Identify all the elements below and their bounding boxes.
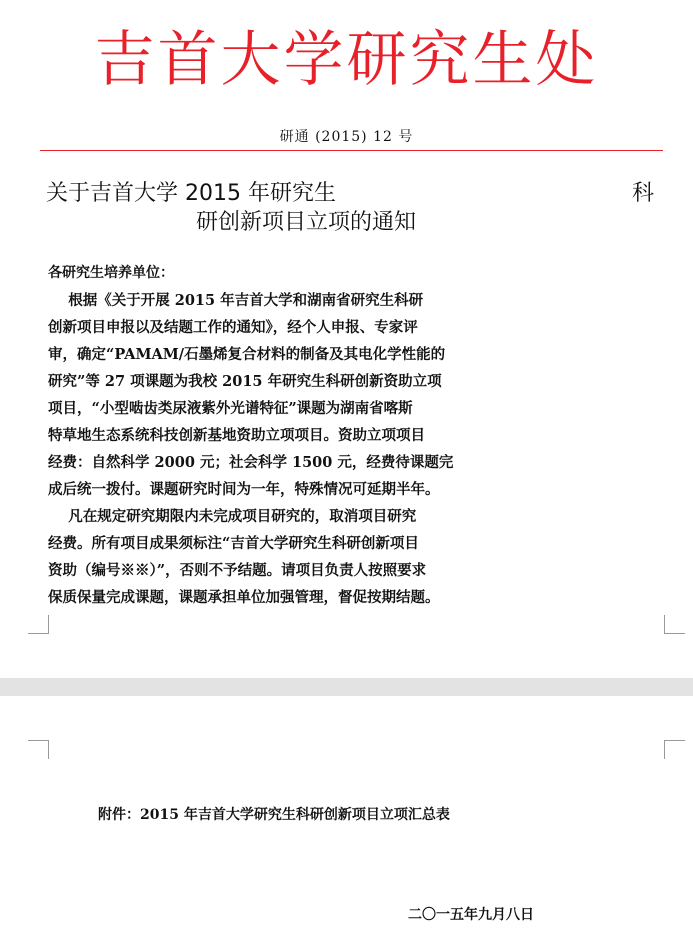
attachment-note: 附件：2015 年吉首大学研究生科研创新项目立项汇总表: [98, 807, 450, 823]
org-header: 吉首大学研究生处: [94, 25, 599, 95]
margin-corner-mark: [28, 740, 49, 759]
body-line: 审，确定“PAMAM/石墨烯复合材料的制备及其电化学性能的: [48, 346, 446, 363]
notice-title-right-char: 科: [632, 181, 655, 206]
margin-corner-mark: [664, 615, 685, 634]
body-line: 根据《关于开展 2015 年吉首大学和湖南省研究生科研: [48, 292, 424, 309]
body-line: 成后统一拨付。课题研究时间为一年，特殊情况可延期半年。: [48, 481, 440, 498]
body-line: 保质保量完成课题，课题承担单位加强管理，督促按期结题。: [48, 589, 440, 606]
notice-title-line1: 关于吉首大学 2015 年研究生: [46, 181, 336, 206]
header-divider: [40, 150, 663, 151]
body-line: 创新项目申报以及结题工作的通知》，经个人申报、专家评: [48, 319, 418, 336]
notice-title-line2: 研创新项目立项的通知: [196, 210, 417, 235]
body-line: 项目，“小型啮齿类尿液紫外光谱特征”课题为湖南省喀斯: [48, 400, 413, 417]
body-line: 研究”等 27 项课题为我校 2015 年研究生科研创新资助立项: [48, 373, 442, 390]
body-line: 凡在规定研究期限内未完成项目研究的，取消项目研究: [48, 508, 417, 525]
body-line: 资助（编号※※）”，否则不予结题。请项目负责人按照要求: [48, 562, 427, 579]
body-line: 经费：自然科学 2000 元；社会科学 1500 元，经费待课题完: [48, 454, 454, 471]
document-number: 研通 (2015) 12 号: [279, 129, 414, 145]
margin-corner-mark: [664, 740, 685, 759]
body-line: 经费。所有项目成果须标注“吉首大学研究生科研创新项目: [48, 535, 419, 552]
issue-date: 二〇一五年九月八日: [408, 907, 534, 923]
margin-corner-mark: [28, 615, 49, 634]
body-line: 特草地生态系统科技创新基地资助立项项目。资助立项项目: [48, 427, 425, 444]
page-separator: [0, 678, 693, 696]
salutation: 各研究生培养单位：: [48, 265, 174, 281]
document-page-2: [0, 696, 693, 933]
